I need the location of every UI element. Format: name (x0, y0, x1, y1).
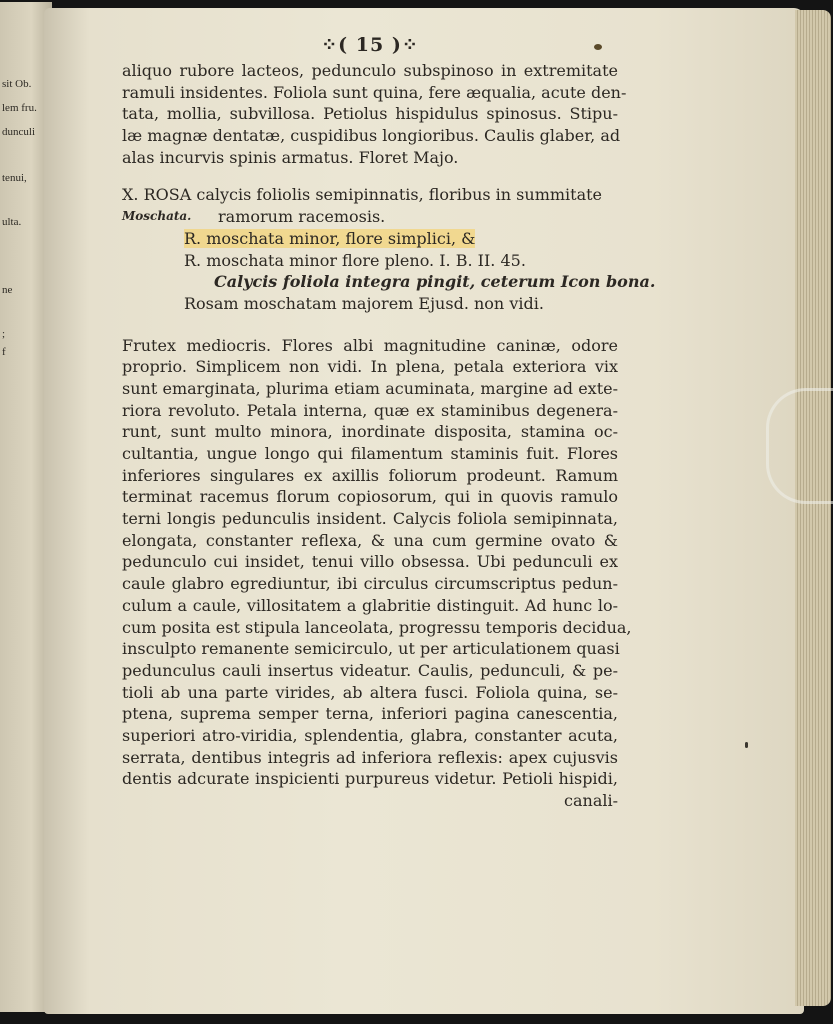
text-line: aliquo rubore lacteos, pedunculo subspinoso in extremitate (122, 61, 618, 80)
page-stack-edge (795, 10, 831, 1006)
synonym-line: R. moschata minor flore pleno. I. B. II. 45. (184, 250, 526, 270)
page-text (122, 30, 656, 812)
text-line: tata, mollia, subvillosa. Petiolus hispidulus spinosus. Stipu- (122, 104, 618, 124)
species-entry (122, 184, 656, 314)
text-line: proprio. Simplicem non vidi. In plena, petala exteriora vix (122, 357, 618, 377)
highlighted-synonym: R. moschata minor, flore simplici, & (184, 228, 476, 248)
left-page-fragment: ulta. (2, 216, 22, 228)
text-line: dentis adcurate inspicienti purpureus videtur. Petioli hispidi, (122, 769, 618, 789)
text-line: superiori atro-viridia, splendentia, glabra, constanter acuta, (122, 725, 618, 745)
text-line: sunt emarginata, plurima etiam acuminata, margine ad exte- (122, 378, 618, 398)
synonym-line (122, 228, 618, 250)
left-page-fragment: ne (2, 284, 13, 296)
species-epithet: Moschata. (122, 209, 192, 224)
synonym-line: Rosam moschatam majorem Ejusd. non vidi. (184, 293, 544, 313)
paragraph-description (122, 60, 627, 168)
paragraph-frutex (122, 335, 632, 812)
text-line: pedunculo cui insidet, tenui villo obsessa. Ubi pedunculi ex (122, 552, 618, 572)
text-line: terni longis pedunculis insident. Calycis foliola semipinnata, (122, 509, 618, 529)
spacer (122, 168, 618, 184)
page-number-header: ⁘( 15 )⁘ (321, 34, 419, 56)
text-line: Frutex mediocris. Flores albi magnitudine caninæ, odore (122, 335, 618, 355)
species-heading (122, 184, 618, 206)
text-line: cum posita est stipula lanceolata, progressu temporis decidua, (122, 617, 632, 637)
text-line: terminat racemus florum copiosorum, qui in quovis ramulo (122, 487, 618, 507)
left-page-fragment: sit Ob. (2, 78, 32, 90)
text-line: tioli ab una parte virides, ab altera fusci. Foliola quina, se- (122, 682, 618, 702)
diagnosis-continued: ramorum racemosis. (218, 207, 386, 227)
spacer (122, 315, 618, 335)
text-line: ptena, suprema semper terna, inferiori pagina canescentia, (122, 704, 618, 724)
species-number: X. (122, 185, 139, 205)
genus-name: ROSA (143, 185, 192, 205)
synonym-comment: Calycis foliola integra pingit, ceterum Icon bona. (214, 272, 656, 292)
text-line: culum a caule, villositatem a glabritie distinguit. Ad hunc lo- (122, 595, 618, 615)
ink-mark (745, 742, 748, 748)
species-line-2 (122, 206, 618, 228)
text-line: alas incurvis spinis armatus. Floret Majo. (122, 147, 459, 167)
text-line: runt, sunt multo minora, inordinate disposita, stamina oc- (122, 422, 618, 442)
text-line: insculpto remanente semicirculo, ut per articulationem quasi (122, 639, 620, 659)
left-page-fragment: dunculi (2, 126, 35, 138)
text-line: pedunculus cauli insertus videatur. Caulis, pedunculi, & pe- (122, 660, 618, 680)
text-line: serrata, dentibus integris ad inferiora reflexis: apex cujusvis (122, 747, 618, 767)
text-line: riora revoluto. Petala interna, quæ ex staminibus degenera- (122, 400, 618, 420)
text-line: cultantia, ungue longo qui filamentum staminis fuit. Flores (122, 444, 618, 463)
left-page-fragment: f (2, 346, 6, 358)
text-line: caule glabro egrediuntur, ibi circulus circumscriptus pedun- (122, 574, 618, 594)
left-page-fragment: lem fru. (2, 102, 37, 114)
left-page-fragment: tenui, (2, 172, 27, 184)
catchword: canali- (564, 791, 618, 810)
page-clip (766, 388, 833, 504)
text-line: inferiores singulares ex axillis foliorum prodeunt. Ramum (122, 465, 618, 485)
text-line: læ magnæ dentatæ, cuspidibus longioribus. Caulis glaber, ad (122, 126, 621, 146)
left-page-fragment: ; (2, 328, 6, 340)
diagnosis-text: calycis foliolis semipinnatis, floribus in summitate (196, 185, 603, 205)
text-line: elongata, constanter reflexa, & una cum germine ovato & (122, 530, 618, 550)
text-line: ramuli insidentes. Foliola sunt quina, fere æqualia, acute den- (122, 82, 627, 102)
